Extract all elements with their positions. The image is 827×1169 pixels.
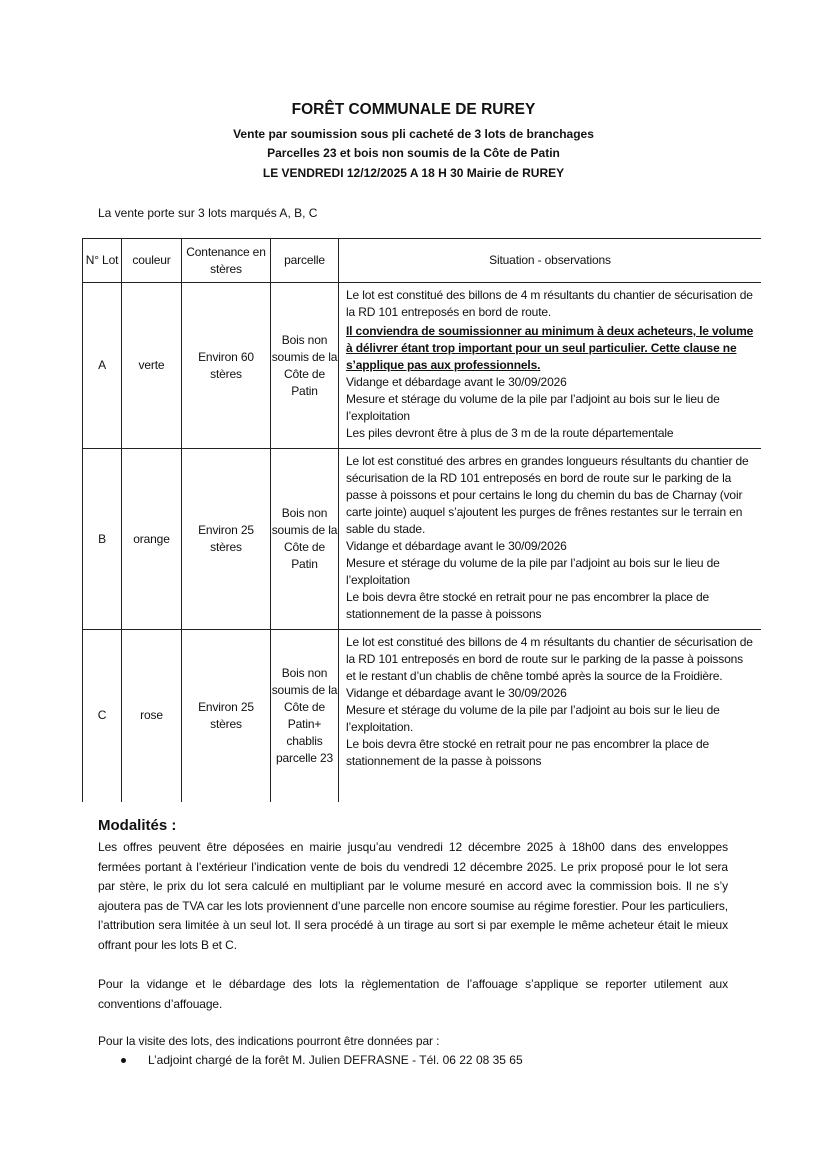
observation-line: Vidange et débardage avant le 30/09/2026 (346, 539, 567, 553)
cell-contenance: Environ 60 stères (182, 283, 271, 449)
table-row (83, 283, 762, 449)
cell-parcelle: Bois non soumis de la Côte de Patin (271, 449, 339, 630)
table-row (83, 630, 762, 802)
observation-line: Le lot est constitué des arbres en grandes longueurs résultants du chantier de sécurisation de la RD 101 entreposés en bord de route sur le parking de la passe à poissons et pour certains le long du chemin du bas de Charnay (voir carte jointe) auquel s’ajoutent les purges de frênes restantes sur le terrain en sable du stade. (346, 454, 749, 536)
observation-clause-emphasis: Il conviendra de soumissionner au minimum à deux acheteurs, le volume à délivrer étant trop important pour un seul particulier. Cette clause ne s’applique pas aux professionnels. (346, 324, 754, 372)
observation-line: Mesure et stérage du volume de la pile par l’adjoint au bois sur le lieu de l’exploitation (346, 556, 720, 587)
header-parcelle: parcelle (271, 239, 339, 283)
cell-lot: B (83, 449, 122, 630)
modalites-paragraph: Pour la vidange et le débardage des lots la règlementation de l’affouage s’applique se reporter utilement aux conventions d’affouage. (98, 977, 728, 1011)
cell-parcelle: Bois non soumis de la Côte de Patin+ chablis parcelle 23 (271, 630, 339, 802)
observation-line: Le bois devra être stocké en retrait pour ne pas encombrer la place de stationnement de la passe à poissons (346, 737, 710, 768)
lots-table (82, 238, 761, 802)
observation-line: Le lot est constitué des billons de 4 m résultants du chantier de sécurisation de la RD 101 entreposés en bord de route. (346, 288, 753, 319)
cell-observations (339, 283, 762, 449)
observation-line: Vidange et débardage avant le 30/09/2026 (346, 375, 567, 389)
modalites-paragraph: Les offres peuvent être déposées en mairie jusqu’au vendredi 12 décembre 2025 à 18h00 dans des enveloppes fermées portant à l’extérieur l’indication vente de bois du vendredi 12 décembre 2025. Le prix proposé pour le lot sera par stère, le prix du lot sera calculé en multipliant par le volume mesuré en accord avec la commission bois. Il ne s’y ajoutera pas de TVA car les lots proviennent d’une parcelle non encore soumise au régime forestier. Pour les particuliers, l’attribution sera limitée à un seul lot. Il sera procédé à un tirage au sort si par exemple le même acheteur était le mieux offrant pour les lots B et C. (98, 840, 728, 952)
table-row (83, 449, 762, 630)
contact-bullet (121, 1051, 523, 1071)
cell-couleur: orange (122, 449, 182, 630)
observation-line: Vidange et débardage avant le 30/09/2026 (346, 686, 567, 700)
header-couleur: couleur (122, 239, 182, 283)
header-contenance: Contenance en stères (182, 239, 271, 283)
cell-couleur: verte (122, 283, 182, 449)
intro-text: La vente porte sur 3 lots marqués A, B, C (98, 206, 318, 220)
cell-contenance: Environ 25 stères (182, 449, 271, 630)
document-title: FORÊT COMMUNALE DE RUREY (291, 101, 536, 118)
table-header-row (83, 239, 762, 283)
cell-lot: C (83, 630, 122, 802)
cell-lot: A (83, 283, 122, 449)
observation-line: Mesure et stérage du volume de la pile par l’adjoint au bois sur le lieu de l’exploitation. (346, 703, 720, 734)
modalites-heading: Modalités : (98, 817, 177, 834)
observation-line: Le bois devra être stocké en retrait pour ne pas encombrer la place de stationnement de la passe à poissons (346, 590, 710, 621)
cell-parcelle: Bois non soumis de la Côte de Patin (271, 283, 339, 449)
observation-line: Les piles devront être à plus de 3 m de la route départementale (346, 426, 674, 440)
subtitle-line: Parcelles 23 et bois non soumis de la Côte de Patin (267, 146, 560, 160)
observation-line: Le lot est constitué des billons de 4 m résultants du chantier de sécurisation de la RD 101 entreposés en bord de route sur le parking de la passe à poissons et le restant d’un chablis de chêne tombé après la source de la Froidière. (346, 635, 753, 683)
modalites-paragraph: Pour la visite des lots, des indications pourront être données par : (98, 1034, 440, 1048)
bullet-icon (121, 1058, 126, 1063)
observation-line: Mesure et stérage du volume de la pile par l’adjoint au bois sur le lieu de l’exploitation (346, 392, 720, 423)
cell-couleur: rose (122, 630, 182, 802)
cell-contenance: Environ 25 stères (182, 630, 271, 802)
cell-observations (339, 630, 762, 802)
subtitle-line: LE VENDREDI 12/12/2025 A 18 H 30 Mairie de RUREY (262, 166, 565, 180)
subtitle-line: Vente par soumission sous pli cacheté de 3 lots de branchages (233, 127, 594, 141)
header-lot: N° Lot (83, 239, 122, 283)
contact-text: L’adjoint chargé de la forêt M. Julien DEFRASNE - Tél. 06 22 08 35 65 (148, 1053, 523, 1067)
header-observations: Situation - observations (339, 239, 762, 283)
cell-observations (339, 449, 762, 630)
